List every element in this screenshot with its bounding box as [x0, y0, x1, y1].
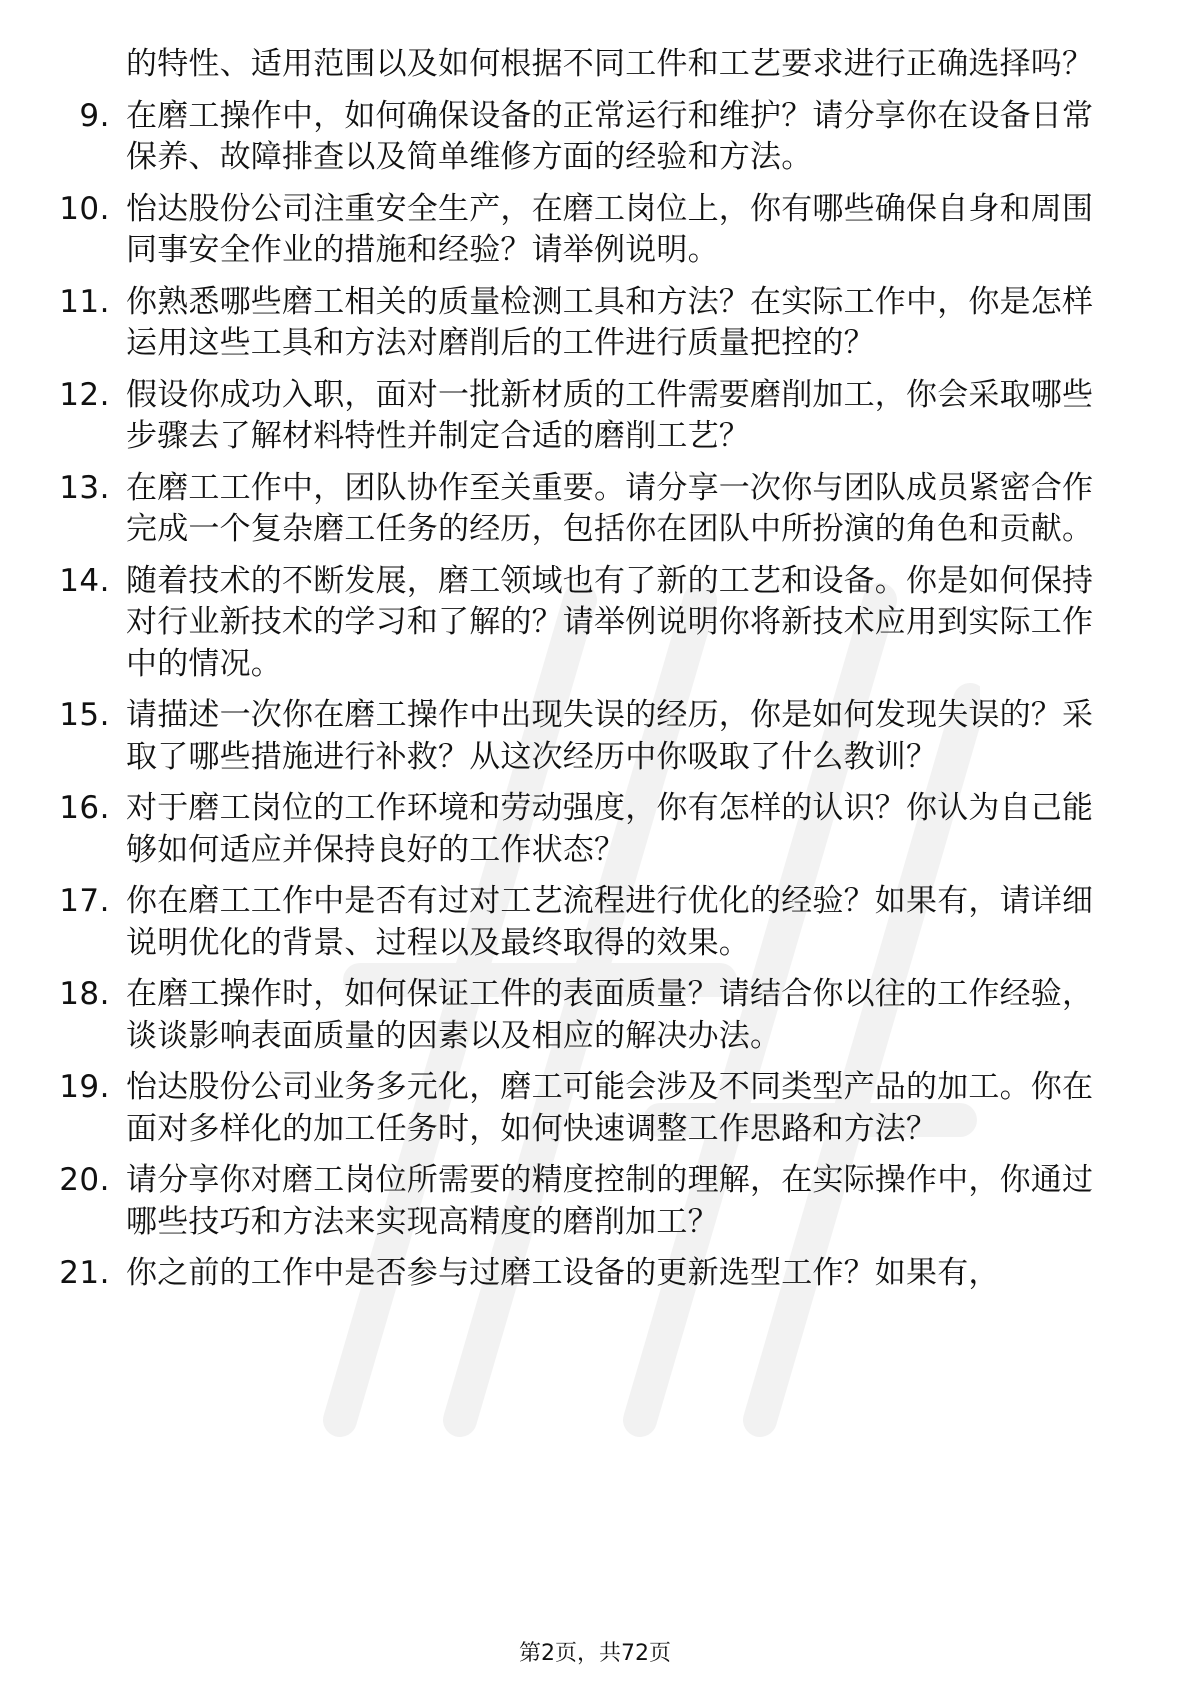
list-item: [0, 375, 1190, 458]
list-item: [0, 1253, 1190, 1295]
item-number: 20.: [59, 1162, 110, 1198]
item-number: 15.: [59, 697, 110, 733]
item-text: 在磨工操作时，如何保证工件的表面质量？请结合你以往的工作经验，谈谈影响表面质量的因素以及相应的解决办法。: [126, 976, 1094, 1054]
list-item: [0, 561, 1190, 686]
item-number: 16.: [59, 790, 110, 826]
item-number: 13.: [59, 469, 110, 506]
list-item: [0, 1067, 1190, 1150]
item-number: 9.: [79, 97, 110, 134]
list-item: [0, 189, 1190, 272]
item-text: 对于磨工岗位的工作环境和劳动强度，你有怎样的认识？你认为自己能够如何适应并保持良好的工作状态？: [126, 790, 1094, 868]
list-item: [0, 468, 1190, 551]
item-number: 14.: [59, 562, 110, 599]
item-text: 在磨工操作中，如何确保设备的正常运行和维护？请分享你在设备日常保养、故障排查以及简单维修方面的经验和方法。: [126, 97, 1094, 175]
list-item: [0, 788, 1190, 871]
item-text: 在磨工工作中，团队协作至关重要。请分享一次你与团队成员紧密合作完成一个复杂磨工任务的经历，包括你在团队中所扮演的角色和贡献。: [126, 469, 1094, 547]
list-item: [0, 282, 1190, 365]
item-number: 18.: [59, 976, 110, 1012]
item-number: 21.: [59, 1255, 110, 1291]
list-item: [0, 974, 1190, 1057]
item-number: 12.: [59, 376, 110, 413]
item-text: 怡达股份公司业务多元化，磨工可能会涉及不同类型产品的加工。你在面对多样化的加工任务时，如何快速调整工作思路和方法？: [126, 1069, 1094, 1147]
item-text: 请描述一次你在磨工操作中出现失误的经历，你是如何发现失误的？采取了哪些措施进行补救？从这次经历中你吸取了什么教训？: [126, 697, 1094, 775]
item-number: 11.: [59, 283, 110, 320]
item-text: 随着技术的不断发展，磨工领域也有了新的工艺和设备。你是如何保持对行业新技术的学习和了解的？请举例说明你将新技术应用到实际工作中的情况。: [126, 562, 1094, 682]
item-text: 你熟悉哪些磨工相关的质量检测工具和方法？在实际工作中，你是怎样运用这些工具和方法对磨削后的工件进行质量把控的？: [126, 283, 1094, 361]
list-item: [0, 881, 1190, 964]
item-text: 你之前的工作中是否参与过磨工设备的更新选型工作？如果有，: [126, 1255, 1000, 1291]
page-footer: 第2页，共72页: [519, 1641, 671, 1666]
item-text: 你在磨工工作中是否有过对工艺流程进行优化的经验？如果有，请详细说明优化的背景、过程以及最终取得的效果。: [126, 883, 1094, 961]
item-text: 的特性、适用范围以及如何根据不同工件和工艺要求进行正确选择吗？: [126, 46, 1094, 82]
list-item: [0, 1160, 1190, 1243]
item-text: 假设你成功入职，面对一批新材质的工件需要磨削加工，你会采取哪些步骤去了解材料特性并制定合适的磨削工艺？: [126, 376, 1094, 454]
list-item: [0, 96, 1190, 179]
item-number: 19.: [59, 1069, 110, 1105]
list-item: [0, 695, 1190, 778]
item-text: 请分享你对磨工岗位所需要的精度控制的理解，在实际操作中，你通过哪些技巧和方法来实现高精度的磨削加工？: [126, 1162, 1094, 1240]
item-number: 17.: [59, 883, 110, 919]
item-text: 怡达股份公司注重安全生产，在磨工岗位上，你有哪些确保自身和周围同事安全作业的措施和经验？请举例说明。: [126, 190, 1094, 268]
list-item: [0, 44, 1190, 86]
item-number: 10.: [59, 190, 110, 227]
question-list: [0, 44, 1190, 1305]
